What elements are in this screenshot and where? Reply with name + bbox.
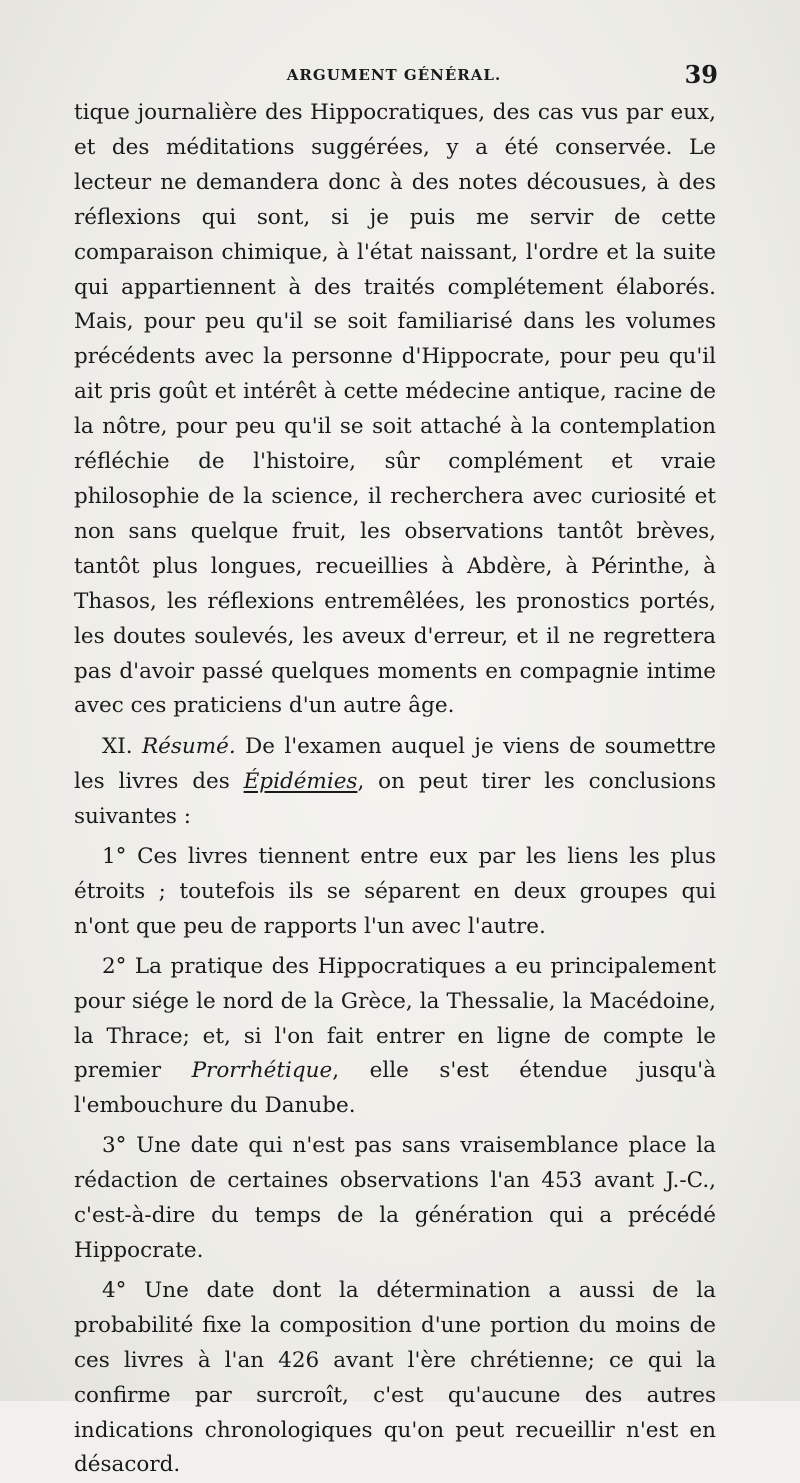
conclusion-item-3: 3° Une date qui n'est pas sans vraisemblance place la rédaction de certaines observations l'an 453 avant J.-C., c'est-à-dire du temps de la génération qui a précédé Hippocrate. bbox=[74, 1133, 716, 1263]
page-number: 39 bbox=[684, 60, 718, 89]
paragraph-continuation: tique journalière des Hippocratiques, des cas vus par eux, et des méditations suggérées, y a été conservée. Le lecteur ne demandera donc à des notes décousues, à des réflexions qui sont, si je puis me servir de cette comparaison chimique, à l'état naissant, l'ordre et la suite qui appartiennent à des traités complétement élaborés. Mais, pour peu qu'il se soit familiarisé dans les volumes précédents avec la personne d'Hippocrate, pour peu qu'il ait pris goût et intérêt à cette médecine antique, racine de la nôtre, pour peu qu'il se soit attaché à la contemplation réfléchie de l'histoire, sûr complément et vraie philosophie de la science, il recherchera avec curiosité et non sans quelque fruit, les observations tantôt brèves, tantôt plus longues, recueillies à Abdère, à Périnthe, à Thasos, les réflexions entremêlées, les pronostics portés, les doutes soulevés, les aveux d'erreur, et il ne regrettera pas d'avoir passé quelques moments en compagnie intime avec ces praticiens d'un autre âge. bbox=[74, 100, 716, 719]
running-head bbox=[74, 60, 718, 94]
body-text bbox=[74, 96, 716, 1483]
conclusion-item-1: 1° Ces livres tiennent entre eux par les liens les plus étroits ; toutefois ils se séparent en deux groupes qui n'ont que peu de rapports l'un avec l'autre. bbox=[74, 844, 716, 939]
book-title-epidemies: Épidémies bbox=[243, 769, 358, 795]
conclusion-item-2-after: , elle s'est étendue jusqu'à l'embouchure du Danube. bbox=[74, 1058, 716, 1119]
section-summary bbox=[74, 730, 716, 835]
conclusion-item-2-before: 2° La pratique des Hippocratiques a eu principalement pour siége le nord de la Grèce, la Thessalie, la Macédoine, la Thrace; et, si l'on fait entrer en ligne de compte le premier bbox=[74, 953, 716, 1084]
book-title-prorrhetique: Prorrhétique bbox=[191, 1058, 333, 1084]
section-title: Résumé. bbox=[141, 734, 236, 760]
conclusion-item-2 bbox=[74, 950, 716, 1125]
running-title: ARGUMENT GÉNÉRAL. bbox=[286, 66, 502, 84]
section-intro-before: De l'examen auquel je viens de soumettre les livres des bbox=[74, 734, 716, 795]
section-intro-after: , on peut tirer les conclusions suivantes : bbox=[74, 769, 716, 830]
section-number: XI. bbox=[102, 734, 133, 760]
conclusion-item-4: 4° Une date dont la détermination a aussi de la probabilité fixe la composition d'une portion du moins de ces livres à l'an 426 avant l'ère chrétienne; ce qui la confirme par surcroît, c'est qu'aucune des autres indications chronologiques qu'on peut recueillir n'est en désacord. bbox=[74, 1277, 716, 1478]
